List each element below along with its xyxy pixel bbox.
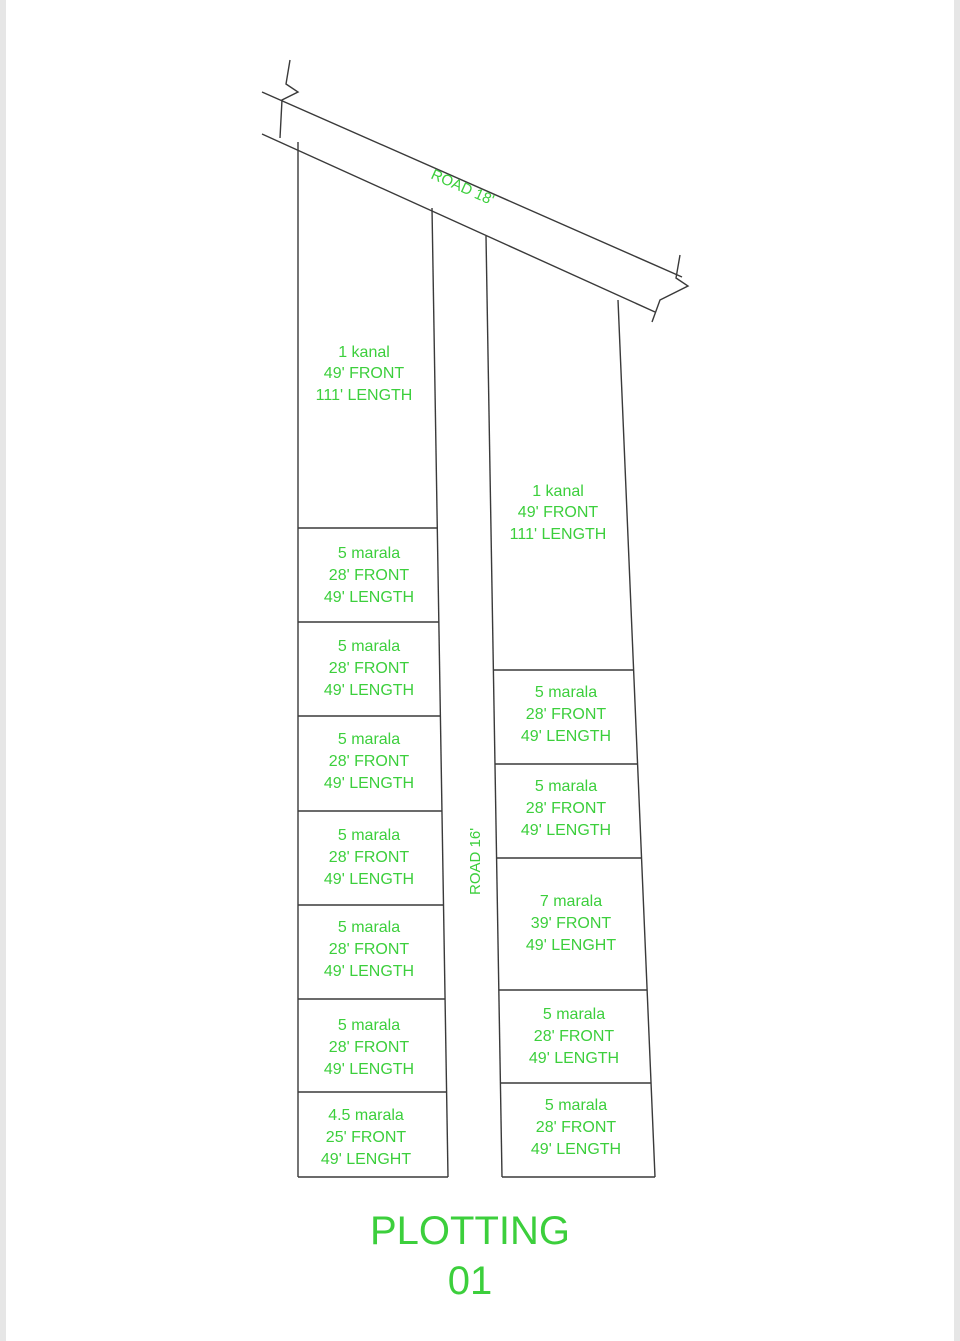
plot-label-area: 5 marala [337,731,401,748]
plot-label-length: 49' LENGTH [528,1050,620,1067]
plot-label-front: 28' FRONT [525,706,607,723]
plot-label-length: 49' LENGHT [525,937,617,954]
top-road-label: ROAD 18' [428,166,497,209]
plot-label-front: 28' FRONT [328,941,410,958]
diagram-title [370,1209,570,1303]
plot-label-front: 28' FRONT [535,1119,617,1136]
plot-label-length: 49' LENGTH [323,775,415,792]
plot-label-area: 1 kanal [532,483,584,500]
plot-label-length: 49' LENGTH [323,871,415,888]
plot-label-front: 28' FRONT [328,567,410,584]
plot-label-front: 28' FRONT [533,1028,615,1045]
plot-label-front: 39' FRONT [530,915,612,932]
plot-label-area: 5 marala [337,638,401,655]
middle-road-label: ROAD 16' [467,827,484,895]
plot-label-area: 7 marala [539,893,603,910]
plot-label-front: 28' FRONT [525,800,607,817]
plot-label-length: 111' LENGTH [509,526,607,543]
plot-label-area: 5 marala [534,778,598,795]
plot-label-length: 49' LENGTH [323,682,415,699]
plot-label-front: 49' FRONT [323,365,405,382]
plot-label-area: 5 marala [337,1017,401,1034]
top-road-break-right [652,255,688,322]
plot-label-length: 49' LENGTH [323,589,415,606]
plot-label-length: 49' LENGTH [323,1061,415,1078]
plot-label-front: 25' FRONT [325,1129,407,1146]
plot-label-area: 5 marala [534,684,598,701]
plot-label-length: 49' LENGTH [530,1141,622,1158]
plot-label-area: 5 marala [337,919,401,936]
plot-label-length: 111' LENGTH [315,387,413,404]
right-block-outer-edge [618,300,655,1177]
top-road [262,60,688,322]
title-number: 01 [447,1259,493,1303]
plot-label-front: 28' FRONT [328,753,410,770]
plot-label-area: 1 kanal [338,344,390,361]
plot-label-front: 49' FRONT [517,504,599,521]
plot-label-length: 49' LENGTH [323,963,415,980]
title-text: PLOTTING [369,1209,571,1253]
right-block-inner-edge [486,236,502,1177]
plot-label-length: 49' LENGTH [520,822,612,839]
left-plot-labels [316,344,414,1168]
left-block-inner-edge [432,208,448,1177]
middle-road [467,828,484,895]
plot-label-area: 5 marala [337,827,401,844]
plot-label-length: 49' LENGTH [520,728,612,745]
plot-label-length: 49' LENGHT [320,1151,412,1168]
plot-label-front: 28' FRONT [328,660,410,677]
plot-label-front: 28' FRONT [328,849,410,866]
plot-label-area: 4.5 marala [328,1107,404,1124]
top-road-break-left [280,60,298,138]
plot-label-area: 5 marala [337,545,401,562]
top-road-lower-edge [262,134,655,312]
plot-label-front: 28' FRONT [328,1039,410,1056]
right-plot-labels [510,483,621,1158]
plot-label-area: 5 marala [542,1006,606,1023]
plot-label-area: 5 marala [544,1097,608,1114]
